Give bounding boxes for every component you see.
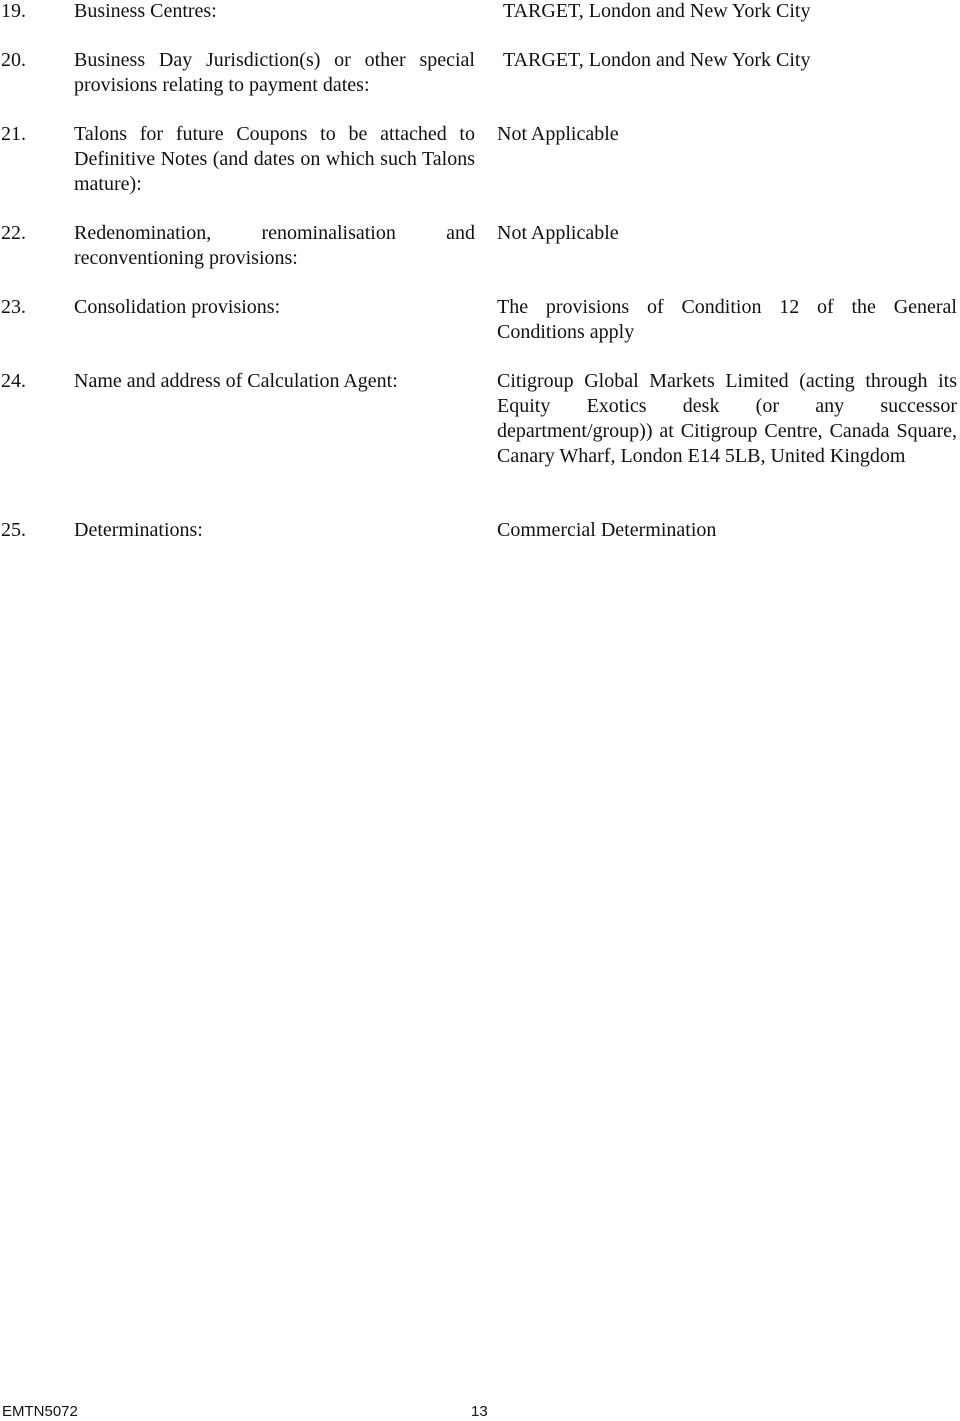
item-label: Determinations:	[74, 519, 203, 541]
item-label: Business Day Jurisdiction(s) or other special provisions relating to payment dates:	[74, 49, 475, 96]
item-value: TARGET, London and New York City	[503, 49, 811, 71]
item-value: TARGET, London and New York City	[503, 0, 811, 22]
page-number: 13	[471, 1403, 488, 1420]
item-value: Commercial Determination	[497, 519, 717, 541]
item-label: Redenomination, renominalisation and reconventioning provisions:	[74, 222, 475, 269]
item-number: 21.	[1, 123, 26, 145]
item-label: Name and address of Calculation Agent:	[74, 370, 398, 392]
document-code: EMTN5072	[2, 1403, 78, 1420]
item-number: 23.	[1, 296, 26, 318]
item-value: Not Applicable	[497, 123, 619, 145]
item-number: 19.	[1, 0, 26, 22]
item-number: 20.	[1, 49, 26, 71]
item-value: Not Applicable	[497, 222, 619, 244]
item-label: Business Centres:	[74, 0, 217, 22]
item-label: Consolidation provisions:	[74, 296, 281, 318]
item-value: The provisions of Condition 12 of the General Conditions apply	[497, 296, 957, 343]
item-number: 22.	[1, 222, 26, 244]
item-number: 25.	[1, 519, 26, 541]
item-label: Talons for future Coupons to be attached to Definitive Notes (and dates on which such Talons mature):	[74, 123, 475, 195]
item-value: Citigroup Global Markets Limited (acting through its Equity Exotics desk (or any successor department/group)) at Citigroup Centre, Canada Square, Canary Wharf, London E14 5LB, United Kingdom	[497, 370, 957, 467]
item-number: 24.	[1, 370, 26, 392]
